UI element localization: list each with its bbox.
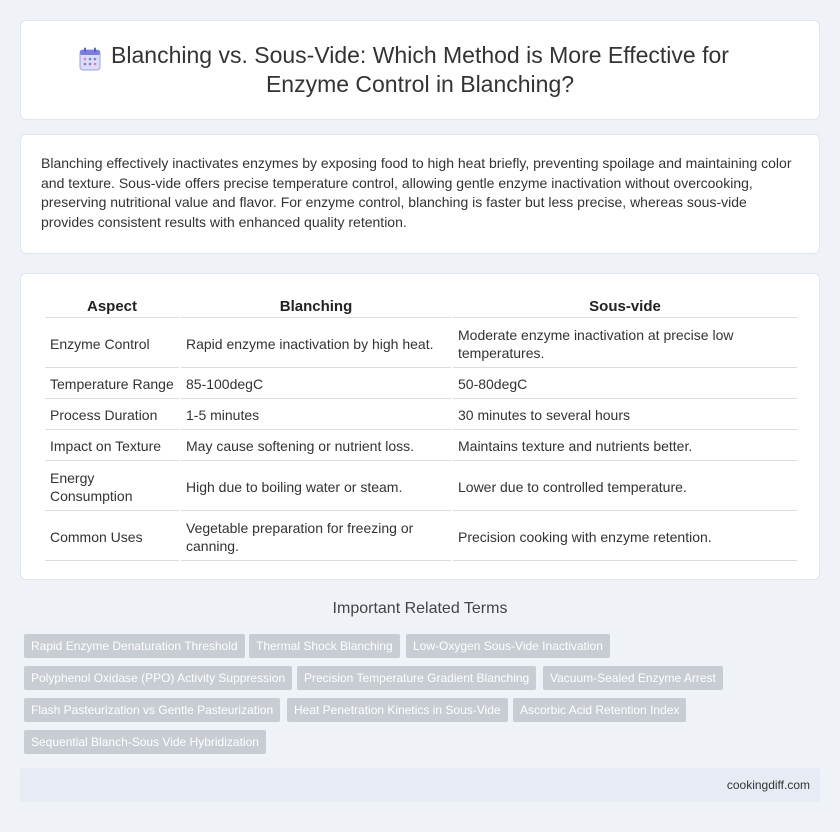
intro-card	[20, 134, 820, 254]
related-term-tag[interactable]: Sequential Blanch-Sous Vide Hybridization	[24, 730, 266, 754]
table-cell: Temperature Range	[45, 370, 179, 399]
intro-paragraph: Blanching effectively inactivates enzymes by exposing food to high heat briefly, preventing spoilage and maintaining color and texture. Sous-vide offers precise temperature control, allowing gentle enzyme inactivation without overcooking, preserving nutritional value and flavor. For enzyme control, blanching is faster but less precise, whereas sous-vide provides consistent results with enhanced quality retention.	[41, 155, 792, 230]
related-term-tag[interactable]: Heat Penetration Kinetics in Sous-Vide	[287, 698, 508, 722]
related-term-tag[interactable]: Flash Pasteurization vs Gentle Pasteurization	[24, 698, 280, 722]
page-title: Blanching vs. Sous-Vide: Which Method is More Effective for Enzyme Control in Blanching?	[111, 42, 729, 97]
table-cell: 50-80degC	[453, 370, 797, 399]
comparison-table	[43, 294, 799, 563]
title-card	[20, 20, 820, 120]
footer	[20, 768, 820, 802]
footer-site-link[interactable]: cookingdiff.com	[726, 778, 810, 792]
column-header-sous-vide: Sous-vide	[453, 296, 797, 318]
table-row	[45, 432, 797, 461]
related-term-tag[interactable]: Precision Temperature Gradient Blanching	[297, 666, 536, 690]
related-terms-heading: Important Related Terms	[332, 600, 508, 617]
table-cell: 1-5 minutes	[181, 401, 451, 430]
table-cell: Rapid enzyme inactivation by high heat.	[181, 320, 451, 368]
table-cell: Impact on Texture	[45, 432, 179, 461]
table-cell: 30 minutes to several hours	[453, 401, 797, 430]
comparison-table-card	[20, 273, 820, 580]
related-term-tag[interactable]: Ascorbic Acid Retention Index	[513, 698, 686, 722]
table-cell: Precision cooking with enzyme retention.	[453, 513, 797, 561]
table-row	[45, 320, 797, 368]
table-row	[45, 370, 797, 399]
table-cell: May cause softening or nutrient loss.	[181, 432, 451, 461]
table-cell: High due to boiling water or steam.	[181, 463, 451, 511]
related-term-tag[interactable]: Polyphenol Oxidase (PPO) Activity Suppression	[24, 666, 292, 690]
table-cell: Moderate enzyme inactivation at precise low temperatures.	[453, 320, 797, 368]
table-cell: Vegetable preparation for freezing or canning.	[181, 513, 451, 561]
related-term-tag[interactable]: Low-Oxygen Sous-Vide Inactivation	[406, 634, 610, 658]
table-cell: Lower due to controlled temperature.	[453, 463, 797, 511]
table-row	[45, 401, 797, 430]
table-cell: Maintains texture and nutrients better.	[453, 432, 797, 461]
table-row	[45, 463, 797, 511]
table-cell: Enzyme Control	[45, 320, 179, 368]
table-cell: Process Duration	[45, 401, 179, 430]
table-cell: Common Uses	[45, 513, 179, 561]
related-term-tag[interactable]: Thermal Shock Blanching	[249, 634, 400, 658]
table-cell: Energy Consumption	[45, 463, 179, 511]
table-cell: 85-100degC	[181, 370, 451, 399]
table-header-row	[45, 296, 797, 318]
related-term-tag[interactable]: Rapid Enzyme Denaturation Threshold	[24, 634, 245, 658]
column-header-aspect: Aspect	[45, 296, 179, 318]
column-header-blanching: Blanching	[181, 296, 451, 318]
table-row	[45, 513, 797, 561]
related-term-tag[interactable]: Vacuum-Sealed Enzyme Arrest	[543, 666, 723, 690]
